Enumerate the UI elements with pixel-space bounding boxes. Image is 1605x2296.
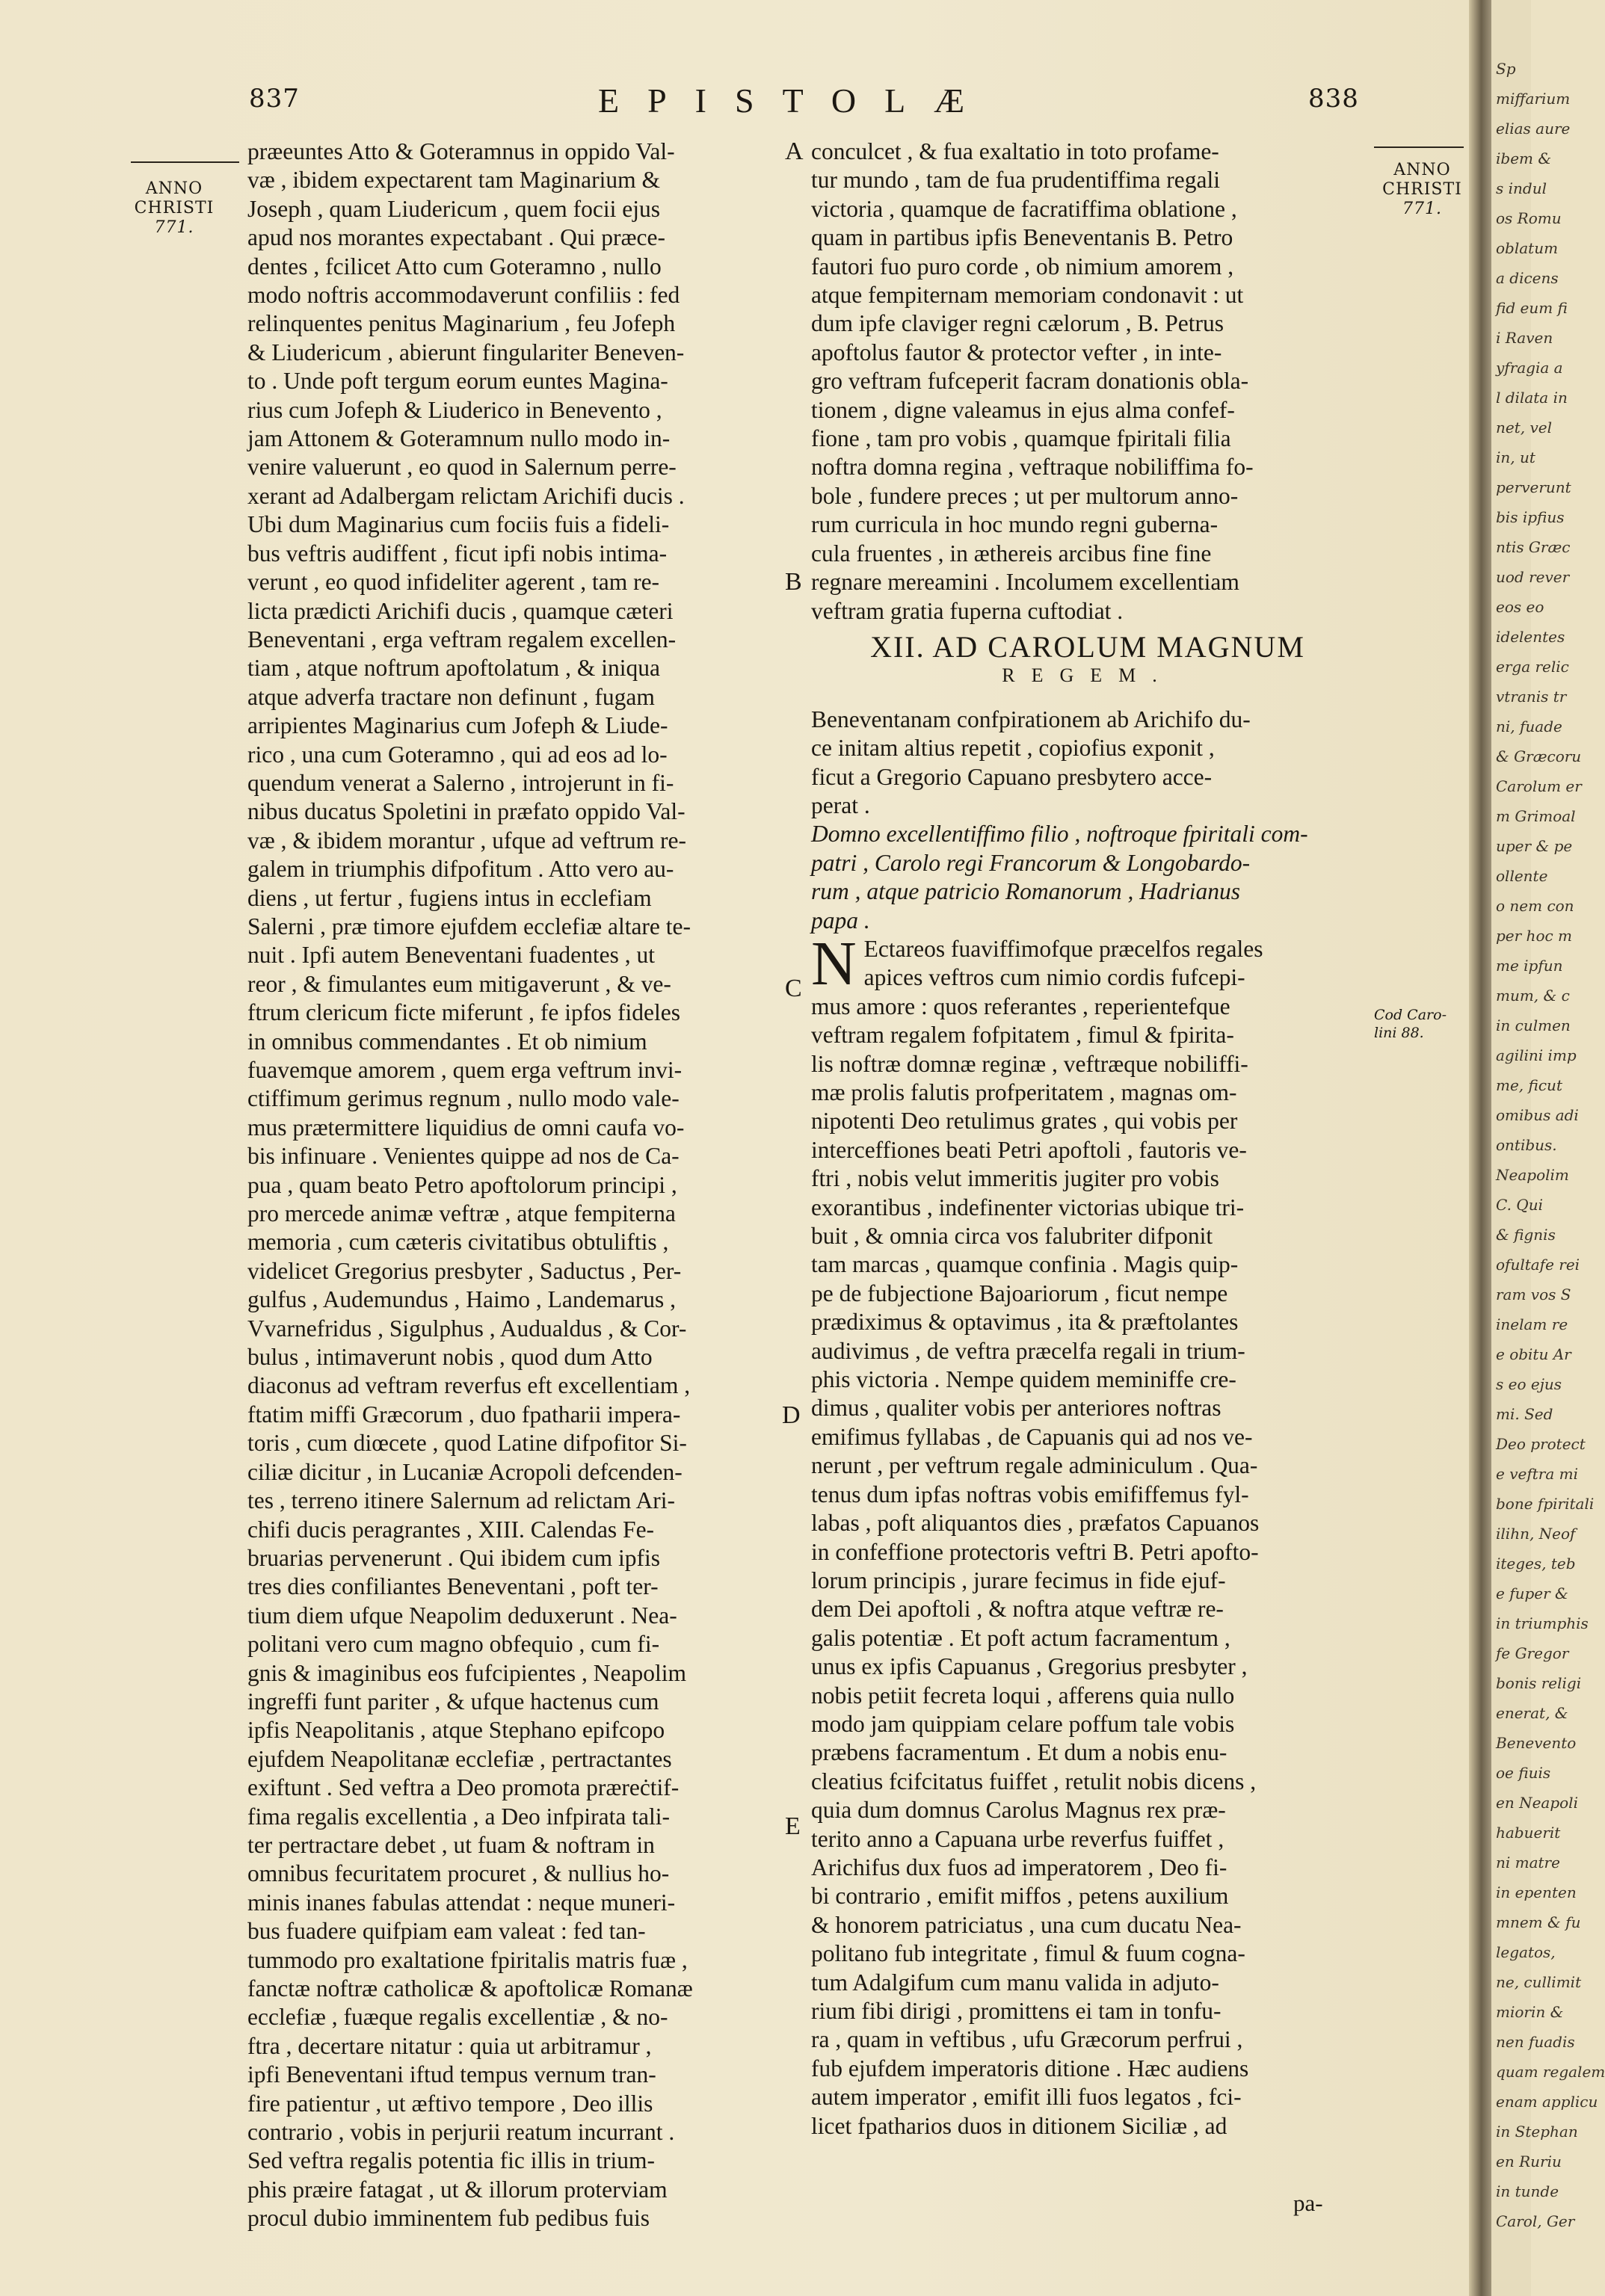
summary-line: ficut a Gregorio Capuano presbytero acce- [811, 763, 1213, 790]
facing-page-fragment: e veftra mi [1496, 1465, 1578, 1483]
address-line: Domno excellentiffimo filio , noftroque fpiritali com- [811, 821, 1308, 848]
facing-page-fragment: Benevento [1496, 1734, 1577, 1752]
facing-page-fragment: e obitu Ar [1496, 1345, 1571, 1363]
text-line: gnis & imaginibus eos fufcipientes , Neapolim [247, 1659, 687, 1686]
text-line: buit , & omnia circa vos falubriter difponit [811, 1223, 1213, 1250]
text-line: tur mundo , tam de fua prudentiffima regali [811, 167, 1221, 194]
text-line: fuavemque amorem , quem erga veftrum invi- [247, 1057, 683, 1083]
year-label: 771. [1402, 200, 1442, 218]
text-line: licet fpatharios duos in ditionem Siciliæ , ad [811, 2112, 1227, 2139]
facing-page-fragment: Carolum er [1496, 777, 1582, 795]
text-line: diaconus ad veftram reverfus eft excellentiam , [247, 1372, 691, 1399]
facing-page-fragment: me, ficut [1496, 1076, 1562, 1094]
text-line: nobis petiit fecreta loqui , afferens quia nullo [811, 1682, 1235, 1709]
text-line: tum Adalgifum cum manu valida in adjuto- [811, 1969, 1219, 1996]
facing-page-fragment: miffarium [1496, 90, 1571, 108]
text-line: mus amore : quos referantes , reperientefque [811, 993, 1230, 1019]
text-line: bruarias pervenerunt . Qui ibidem cum ipfis [247, 1544, 660, 1571]
christi-label: CHRISTI [1382, 180, 1462, 199]
text-line: diens , ut fertur , fugiens intus in ecclefiam [247, 884, 652, 911]
facing-page-fragment: C. Qui [1496, 1196, 1543, 1214]
text-line: modo noftris accommodaverunt confiliis : fed [247, 282, 680, 309]
left-column-paragraph [247, 138, 782, 2233]
facing-page-fragment: s eo ejus [1496, 1375, 1562, 1393]
text-line: prædiximus & optavimus , ita & præftolantes [811, 1309, 1239, 1336]
letter-opening [811, 928, 1364, 999]
facing-page-fragment: in Stephan [1496, 2123, 1578, 2141]
text-line: contrario , vobis in perjurii reatum incurrant . [247, 2119, 675, 2146]
facing-page-fragment: mi. Sed [1496, 1405, 1553, 1423]
book-gutter [1469, 0, 1491, 2296]
facing-page-fragment: ontibus. [1496, 1136, 1557, 1154]
facing-page-fragment: legatos, [1496, 1943, 1556, 1961]
text-line: minis inanes fabulas attendat : neque muneri- [247, 1889, 676, 1916]
text-line: galem in triumphis difpofitum . Atto vero au- [247, 856, 674, 883]
text-line: in confeffione protectoris veftri B. Petri apofto- [811, 1538, 1259, 1565]
text-line: ftatim miffi Græcorum , duo fpatharii impera- [247, 1401, 681, 1428]
text-line: tres dies confiliantes Beneventani , poft ter- [247, 1573, 659, 1600]
section-marker-c: C [785, 975, 802, 1002]
facing-page-fragment: agilini imp [1496, 1046, 1577, 1064]
facing-page-fragment: os Romu [1496, 209, 1562, 227]
facing-page-fragment: Sp [1496, 60, 1516, 78]
facing-page-fragment: ram vos S [1496, 1286, 1571, 1303]
text-line: regnare mereamini . Incolumem excellentiam [811, 569, 1239, 596]
text-line: bus fuadere quifpiam eam valeat : fed tan- [247, 1918, 646, 1945]
text-line: dem Dei apoftoli , & noftra atque veftræ re- [811, 1596, 1224, 1623]
text-line: bus veftris audiffent , ficut ipfi nobis intima- [247, 540, 668, 567]
text-line: fanctæ noftræ catholicæ & apoftolicæ Romanæ [247, 1975, 693, 2002]
facing-page-fragment: erga relic [1496, 658, 1569, 676]
right-margin-rule [1374, 146, 1464, 148]
facing-page-fragment: Deo protect [1496, 1435, 1586, 1453]
text-line: bole , fundere preces ; ut per multorum anno- [811, 482, 1239, 509]
text-line: cleatius fcifcitatus fuiffet , retulit nobis dicens , [811, 1768, 1257, 1794]
facing-page-fragment: net, vel [1496, 419, 1552, 436]
text-line: emifimus fyllabas , de Capuanis qui ad nos ve- [811, 1423, 1253, 1450]
text-line: labas , poft aliquantos dies , præfatos Capuanos [811, 1510, 1260, 1537]
text-line: licta prædicti Arichifi ducis , quamque cæteri [247, 597, 674, 624]
text-line: Arichifus dux fuos ad imperatorem , Deo fi- [811, 1854, 1227, 1880]
facing-page-fragment: mum, & c [1496, 987, 1570, 1004]
facing-page-fragment: enam applicu [1496, 2093, 1598, 2111]
text-line: mæ prolis falutis profperitatem , magnas om- [811, 1079, 1237, 1105]
text-line: bulus , intimaverunt nobis , quod dum Atto [247, 1344, 653, 1371]
text-line: rius cum Jofeph & Liuderico in Benevento , [247, 396, 662, 423]
text-line: atque fempiternam memoriam condonavit : ut [811, 282, 1244, 309]
text-line: Joseph , quam Liudericum , quem focii ejus [247, 195, 661, 222]
facing-page-fragment: fid eum fi [1496, 299, 1568, 317]
facing-page-fragment: mnem & fu [1496, 1913, 1581, 1931]
text-line: & honorem patriciatus , una cum ducatu Nea- [811, 1911, 1242, 1938]
facing-page-fragment: ne, cullimit [1496, 1973, 1582, 1991]
text-line: Salerni , præ timore ejufdem ecclefiæ altare te- [247, 913, 691, 939]
facing-page-fragment: bone fpiritali [1496, 1495, 1595, 1513]
catchword: pa- [1293, 2190, 1323, 2216]
text-line: apoftolus fautor & protector vefter , in inte- [811, 339, 1222, 365]
text-line: nibus ducatus Spoletini in præfato oppido Val- [247, 798, 686, 825]
facing-page-fragment: nen fuadis [1496, 2033, 1575, 2051]
right-text-column [811, 138, 1364, 2141]
text-line: ciliæ dicitur , in Lucaniæ Acropoli defcenden- [247, 1458, 683, 1485]
facing-page-fragment: elias aure [1496, 120, 1571, 138]
text-line: tummodo pro exaltatione fpiritalis matris fuæ , [247, 1946, 688, 1973]
text-line: chifi ducis peragrantes , XIII. Calendas Fe- [247, 1516, 655, 1543]
summary-line: ce initam altius repetit , copiofius exponit , [811, 735, 1215, 762]
letter-summary [811, 706, 1364, 821]
text-line: tium diem ufque Neapolim deduxerunt . Nea- [247, 1602, 677, 1629]
text-line: fire patientur , ut æftivo tempore , Deo illis [247, 2090, 653, 2117]
facing-page-fragment: idelentes [1496, 628, 1565, 646]
facing-page-fragment: yfragia a [1496, 359, 1563, 377]
facing-page-fragment: habuerit [1496, 1824, 1561, 1842]
facing-page-fragment: e fuper & [1496, 1584, 1568, 1602]
text-line: terito anno a Capuana urbe reverfus fuiffet , [811, 1825, 1224, 1852]
left-text-column [247, 138, 782, 2233]
text-line: memoria , cum cæteris civitatibus obtuliftis , [247, 1229, 669, 1256]
letter-address [811, 820, 1364, 935]
text-line: pro mercede animæ veftræ , atque fempiterna [247, 1200, 676, 1227]
facing-page-fragment: bis ipfius [1496, 508, 1565, 526]
page-number-right: 838 [1308, 84, 1359, 114]
text-line: gro veftram fufceperit facram donationis obla- [811, 368, 1249, 395]
text-line: in omnibus commendantes . Et ob nimium [247, 1028, 647, 1055]
facing-page-fragment: quam regalem [1496, 2063, 1605, 2081]
letter-conclusion [811, 138, 1364, 626]
text-line: ftra , decertare nitatur : quia ut arbitramur , [247, 2032, 652, 2059]
section-marker-d: D [782, 1401, 801, 1429]
text-line: ftri , nobis velut immeritis jugiter pro vobis [811, 1165, 1219, 1192]
address-line: patri , Carolo regi Francorum & Longobardo- [811, 849, 1251, 876]
text-line: lorum principis , jurare fecimus in fide ejuf- [811, 1567, 1226, 1593]
text-line: rium fibi dirigi , promittens ei tam in tonfu- [811, 1998, 1222, 2024]
text-line: autem imperator , emifit illi fuos legatos , fci- [811, 2084, 1242, 2111]
text-line: præeuntes Atto & Goteramnus in oppido Val- [247, 138, 675, 164]
text-line: quam in partibus ipfis Beneventanis B. Petro [811, 224, 1233, 251]
text-line: Ubi dum Maginarius cum fociis fuis a fideli- [247, 511, 670, 538]
text-line: quia dum domnus Carolus Magnus rex præ- [811, 1797, 1226, 1824]
running-title: EPISTOLÆ [598, 81, 994, 120]
drop-cap: N [811, 928, 857, 999]
text-line: ipfi Beneventani iftud tempus vernum tran- [247, 2061, 656, 2088]
text-line: xerant ad Adalbergam relictam Arichifi ducis . [247, 482, 685, 509]
facing-page-fragment: enerat, & [1496, 1704, 1568, 1722]
text-line: Sed veftra regalis potentia fic illis in trium- [247, 2147, 655, 2174]
text-line: galis potentiæ . Et poft actum facramentum , [811, 1624, 1230, 1651]
facing-page-fragment: perverunt [1496, 478, 1571, 496]
text-line: & Liudericum , abierunt fingulariter Beneven- [247, 339, 685, 365]
facing-page-fragment: Neapolim [1496, 1166, 1569, 1184]
facing-page-fragment: omibus adi [1496, 1106, 1579, 1124]
facing-page-fragment: per hoc m [1496, 927, 1573, 945]
facing-page-fragment: in triumphis [1496, 1614, 1589, 1632]
summary-line: perat . [811, 791, 870, 818]
facing-page-fragment: ni, fuade [1496, 718, 1562, 735]
text-line: dum ipfe claviger regni cælorum , B. Petrus [811, 310, 1224, 337]
facing-page-fragment: m Grimoal [1496, 807, 1576, 825]
facing-page-fragment: en Neapoli [1496, 1794, 1578, 1812]
facing-page-edge [1491, 0, 1605, 2296]
text-line: relinquentes penitus Maginarium , feu Jofeph [247, 310, 676, 337]
text-line: unus ex ipfis Capuanus , Gregorius presbyter , [811, 1653, 1248, 1680]
section-subheading: REGEM. [1002, 664, 1174, 687]
text-line: ipfis Neapolitanis , atque Stephano epifcopo [247, 1717, 665, 1744]
text-line: ctiffimum gerimus regnum , nullo modo vale- [247, 1085, 680, 1112]
facing-page-fragment: in culmen [1496, 1016, 1571, 1034]
text-line: venire valuerunt , eo quod in Salernum perre- [247, 454, 677, 481]
facing-page-fragment: l dilata in [1496, 389, 1568, 407]
facing-page-fragment: miorin & [1496, 2003, 1564, 2021]
text-line: veftram gratia fuperna cuftodiat . [811, 597, 1124, 624]
text-line: politani vero cum magno obfequio , cum fi- [247, 1631, 660, 1658]
text-line: tes , terreno itinere Salernum ad relictam Ari- [247, 1487, 676, 1514]
text-line: modo jam quippiam celare poffum tale vobis [811, 1710, 1235, 1737]
facing-page-fragment: iteges, teb [1496, 1555, 1576, 1573]
text-line: ecclefiæ , fuæque regalis excellentiæ , & no- [247, 2004, 668, 2031]
text-line: ftrum clericum ficte miferunt , fe ipfos fideles [247, 999, 681, 1026]
text-line: to . Unde poft tergum eorum euntes Magina- [247, 368, 668, 395]
codex-reference-note: Cod Caro-lini 88. [1374, 1007, 1447, 1041]
facing-page-fragment: fe Gregor [1496, 1644, 1569, 1662]
text-line: rico , una cum Goteramno , qui ad eos ad lo- [247, 741, 668, 768]
text-line: Ectareos fuaviffimofque præcelfos regales [863, 935, 1263, 962]
facing-page-fragment: & Græcoru [1496, 747, 1582, 765]
text-line: politano fub integritate , fimul & fuum cogna- [811, 1940, 1245, 1967]
text-line: rum curricula in hoc mundo regni guberna- [811, 511, 1219, 538]
text-line: fione , tam pro vobis , quamque fpiritali filia [811, 425, 1231, 452]
text-line: nuit . Ipfi autem Beneventani fuadentes , ut [247, 942, 655, 969]
text-line: tenus dum ipfas noftras vobis emififfemus fyl- [811, 1481, 1249, 1507]
text-line: pua , quam beato Petro apoftolorum principi , [247, 1171, 677, 1198]
section-marker-e: E [785, 1812, 801, 1840]
text-line: mus prætermittere liquidius de omni caufa vo- [247, 1114, 685, 1141]
text-line: præbens facramentum . Et dum a nobis enu- [811, 1739, 1227, 1766]
text-line: atque adverfa tractare non definunt , fugam [247, 683, 655, 710]
text-line: phis victoria . Nempe quidem meminiffe cre- [811, 1366, 1236, 1393]
text-line: jam Attonem & Goteramnum nullo modo in- [247, 425, 671, 452]
text-line: ter pertractare debet , ut fuam & noftram in [247, 1831, 655, 1858]
section-marker-b: B [785, 568, 802, 596]
text-line: exiftunt . Sed veftra a Deo promota præreċtif- [247, 1774, 680, 1801]
text-line: conculcet , & fua exaltatio in toto profame- [811, 138, 1219, 164]
year-label: 771. [154, 218, 194, 237]
facing-page-fragment: o nem con [1496, 897, 1574, 915]
facing-page-fragment: ni matre [1496, 1854, 1560, 1871]
text-line: ejufdem Neapolitanæ ecclefiæ , pertractantes [247, 1745, 672, 1772]
text-line: dimus , qualiter vobis per anteriores noftras [811, 1395, 1222, 1422]
address-line: papa . [811, 907, 870, 933]
facing-page-fragment: ibem & [1496, 149, 1552, 167]
facing-page-fragment: en Ruriu [1496, 2152, 1562, 2170]
facing-page-fragment: a dicens [1496, 269, 1559, 287]
text-line: fautori fuo puro corde , ob nimium amorem , [811, 253, 1234, 280]
text-line: noftra domna regina , veftraque nobiliffima fo- [811, 454, 1254, 481]
facing-page-fragment: ollente [1496, 867, 1548, 885]
text-line: quendum venerat a Salerno , introjerunt in fi- [247, 769, 674, 796]
section-marker-a: A [785, 138, 804, 165]
facing-page-fragment: vtranis tr [1496, 688, 1567, 706]
facing-page-fragment: in, ut [1496, 448, 1535, 466]
left-margin-rule [131, 161, 239, 163]
text-line: fima regalis excellentia , a Deo infpirata tali- [247, 1803, 670, 1830]
facing-page-fragment: in tunde [1496, 2182, 1559, 2200]
text-line: Beneventani , erga veftram regalem excellen- [247, 626, 677, 652]
text-line: phis præire fatagat , ut & illorum proterviam [247, 2176, 668, 2203]
text-line: apud nos morantes expectabant . Qui præce- [247, 224, 665, 251]
facing-page-fragment: & fignis [1496, 1226, 1556, 1244]
text-line: dentes , fcilicet Atto cum Goteramno , nullo [247, 253, 662, 280]
text-line: tionem , digne valeamus in ejus alma confef- [811, 396, 1235, 423]
text-line: Vvarnefridus , Sigulphus , Audualdus , & Cor- [247, 1315, 687, 1342]
text-line: interceffiones beati Petri apoftoli , fautoris ve- [811, 1136, 1247, 1163]
text-line: væ , & ibidem morantur , ufque ad veftrum re- [247, 827, 686, 854]
facing-page-fragment: uod rever [1496, 568, 1570, 586]
facing-page-fragment: oblatum [1496, 239, 1559, 257]
text-line: cula fruentes , in æthereis arcibus fine fine [811, 540, 1212, 567]
anno-label: ANNO [1393, 161, 1451, 179]
facing-page-fragment: eos eo [1496, 598, 1544, 616]
text-line: ingreffi funt pariter , & ufque hactenus cum [247, 1688, 659, 1715]
text-line: væ , ibidem expectarent tam Maginarium & [247, 167, 660, 194]
anno-label: ANNO [145, 179, 203, 198]
text-line: ra , quam in veftibus , ufu Græcorum perfrui , [811, 2026, 1243, 2053]
text-line: gulfus , Audemundus , Haimo , Landemarus , [247, 1286, 677, 1313]
summary-line: Beneventanam confpirationem ab Arichifo du- [811, 706, 1251, 732]
text-line: procul dubio imminentem fub pedibus fuis [247, 2205, 650, 2232]
text-line: verunt , eo quod infideliter agerent , tam re- [247, 569, 660, 596]
text-line: apices veftros cum nimio cordis fufcepi- [863, 964, 1245, 991]
text-line: fub ejufdem imperatoris ditione . Hæc audiens [811, 2055, 1249, 2081]
text-line: toris , cum diœcete , quod Latine difpofitor Si- [247, 1430, 687, 1457]
facing-page-fragment: i Raven [1496, 329, 1553, 347]
text-line: lis noftræ domnæ reginæ , veftræque nobiliffi- [811, 1050, 1248, 1077]
text-line: bi contrario , emifit miffos , petens auxilium [811, 1883, 1229, 1910]
facing-page-fragment: s indul [1496, 179, 1547, 197]
text-line: exorantibus , indefinenter victorias ubique tri- [811, 1194, 1245, 1220]
facing-page-fragment: inelam re [1496, 1315, 1568, 1333]
text-line: reor , & fimulantes eum mitigaverunt , & ve- [247, 970, 671, 997]
right-margin-year-note [1376, 161, 1469, 219]
facing-page-fragment: in epenten [1496, 1883, 1577, 1901]
facing-page-fragment: Carol, Ger [1496, 2212, 1575, 2230]
address-line: rum , atque patricio Romanorum , Hadrianus [811, 878, 1240, 905]
facing-page-fragment: oe fiuis [1496, 1764, 1551, 1782]
facing-page-fragment: ilihn, Neof [1496, 1525, 1576, 1543]
letter-first-lines [811, 928, 1364, 999]
facing-page-fragment: bonis religi [1496, 1674, 1582, 1692]
text-line: videlicet Gregorius presbyter , Saductus , Per- [247, 1257, 682, 1284]
text-line: nerunt , per veftrum regale adminiculum . Qua- [811, 1452, 1258, 1479]
text-line: veftram regalem fofpitatem , fimul & fpirita- [811, 1022, 1234, 1049]
facing-page-fragment: uper & pe [1496, 837, 1573, 855]
text-line: nipotenti Deo retulimus grates , qui vobis per [811, 1108, 1238, 1135]
text-line: tiam , atque noftrum apoftolatum , & iniqua [247, 655, 661, 682]
text-line: audivimus , de veftra præcelfa regali in trium- [811, 1337, 1245, 1364]
christi-label: CHRISTI [134, 199, 215, 217]
letter-body [811, 993, 1364, 2141]
text-line: bis infinuare . Venientes quippe ad nos de Ca- [247, 1143, 680, 1170]
left-margin-year-note [126, 179, 223, 238]
facing-page-fragment: me ipfun [1496, 957, 1563, 975]
text-line: pe de fubjectione Bajoariorum , ficut nempe [811, 1280, 1228, 1306]
facing-page-fragment: ntis Græc [1496, 538, 1571, 556]
text-line: omnibus fecuritatem procuret , & nullius ho- [247, 1860, 670, 1887]
facing-page-fragment: ofultafe rei [1496, 1256, 1580, 1274]
text-line: victoria , quamque de facratiffima oblatione , [811, 195, 1237, 222]
text-line: arripientes Maginarius cum Jofeph & Liude- [247, 712, 668, 739]
text-line: tam marcas , quamque confinia . Magis quip- [811, 1251, 1239, 1278]
page-number-left: 837 [249, 84, 300, 114]
section-heading: XII. AD CAROLUM MAGNUM [870, 629, 1305, 664]
